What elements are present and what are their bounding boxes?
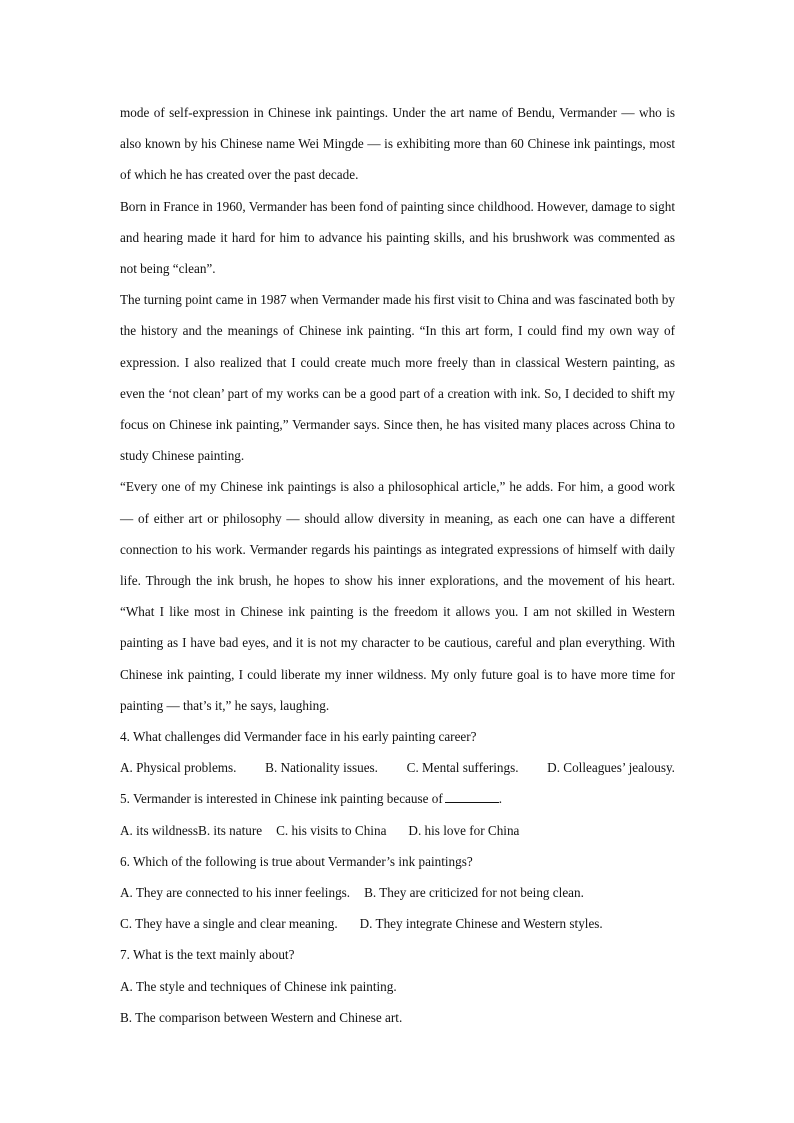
- answer-option: B. Nationality issues.: [265, 760, 378, 776]
- answer-option: D. They integrate Chinese and Western styles.: [359, 916, 603, 932]
- answer-blank: [445, 788, 499, 803]
- passage-paragraph: Born in France in 1960, Vermander has been fond of painting since childhood. However, damage to sight and hearing made it hard for him to advance his painting skills, and his brushwork was commented as not being “clean”.: [120, 198, 675, 277]
- answer-option: D. Colleagues’ jealousy.: [547, 760, 675, 776]
- question-stem: 4. What challenges did Vermander face in his early painting career?: [120, 729, 477, 745]
- passage-paragraph: mode of self-expression in Chinese ink paintings. Under the art name of Bendu, Vermander — who is also known by his Chinese name Wei Mingde — is exhibiting more than 60 Chinese ink paintings, most of which he has created over the past decade.: [120, 105, 675, 183]
- answer-option: A. its wildness: [120, 822, 199, 838]
- question-stem-end: .: [498, 791, 503, 807]
- answer-option: A. Physical problems.: [120, 760, 237, 776]
- question-stem-text: 5. Vermander is interested in Chinese ink painting because of: [120, 791, 443, 807]
- answer-option: C. They have a single and clear meaning.: [120, 916, 338, 932]
- document-content: [120, 97, 675, 1033]
- answer-options: [120, 752, 675, 783]
- answer-option: A. The style and techniques of Chinese ink painting.: [120, 978, 397, 994]
- answer-options: [120, 877, 675, 908]
- answer-option: B. They are criticized for not being clean.: [364, 885, 584, 901]
- answer-option: A. They are connected to his inner feelings.: [120, 885, 351, 901]
- answer-option: B. The comparison between Western and Chinese art.: [120, 1009, 403, 1025]
- question-stem: [120, 783, 675, 814]
- answer-option: C. his visits to China: [276, 822, 387, 838]
- answer-options: [120, 908, 675, 939]
- question-stem: 7. What is the text mainly about?: [120, 947, 295, 963]
- answer-option: D. his love for China: [408, 822, 520, 838]
- answer-option: C. Mental sufferings.: [406, 760, 519, 776]
- passage-paragraph: “Every one of my Chinese ink paintings is also a philosophical article,” he adds. For him, a good work — of either art or philosophy — should allow diversity in meaning, as each one can have a different connection to his work. Vermander regards his paintings as integrated expressions of himself with daily life. Through the ink brush, he hopes to show his inner explorations, and the movement of his heart. “What I like most in Chinese ink painting is the freedom it allows you. I am not skilled in Western painting as I have bad eyes, and it is not my character to be cautious, careful and plan everything. With Chinese ink painting, I could liberate my inner wildness. My only future goal is to have more time for painting — that’s it,” he says, laughing.: [120, 479, 675, 713]
- answer-option: B. its nature: [198, 822, 263, 838]
- question-stem: 6. Which of the following is true about Vermander’s ink paintings?: [120, 853, 473, 869]
- passage-paragraph: The turning point came in 1987 when Vermander made his first visit to China and was fascinated both by the history and the meanings of Chinese ink painting. “In this art form, I could find my own way of expression. I also realized that I could create much more freely than in classical Western painting, as even the ‘not clean’ part of my works can be a good part of a creation with ink. So, I decided to shift my focus on Chinese ink painting,” Vermander says. Since then, he has visited many places across China to study Chinese painting.: [120, 292, 675, 464]
- answer-options: [120, 815, 675, 846]
